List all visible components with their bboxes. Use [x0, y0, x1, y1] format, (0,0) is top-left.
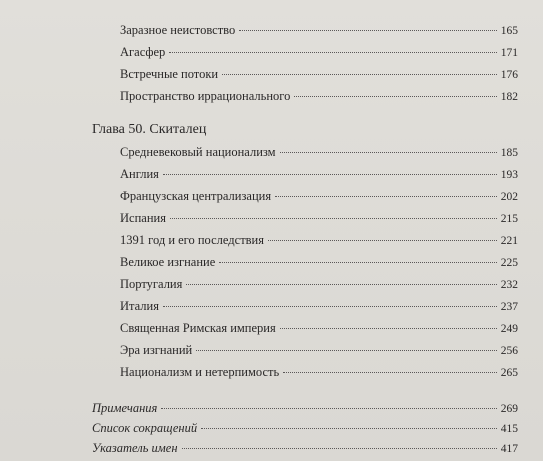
- leader-dots: [222, 74, 497, 75]
- leader-dots: [163, 174, 497, 175]
- toc-entry[interactable]: [120, 144, 518, 161]
- toc-entry-title: Великое изгнание: [120, 255, 216, 269]
- leader-dots: [294, 96, 496, 97]
- leader-dots: [283, 372, 497, 373]
- toc-entry[interactable]: [120, 320, 518, 337]
- toc-entry[interactable]: [120, 210, 518, 227]
- toc-entry-title: Агасфер: [120, 45, 166, 59]
- toc-entry-title: Пространство иррационального: [120, 89, 291, 103]
- toc-entry[interactable]: [120, 342, 518, 359]
- toc-entry-title: Испания: [120, 211, 166, 225]
- leader-dots: [219, 262, 497, 263]
- leader-dots: [280, 152, 497, 153]
- toc-entry-title: Список сокращений: [92, 421, 198, 435]
- leader-dots: [169, 52, 496, 53]
- toc-entry-title: Встречные потоки: [120, 67, 219, 81]
- toc-entry-title: 1391 год и его последствия: [120, 233, 265, 247]
- toc-entry[interactable]: [92, 420, 518, 437]
- toc-entry-title: Примечания: [92, 401, 158, 415]
- toc-entry[interactable]: [120, 298, 518, 315]
- toc-entry-title: Италия: [120, 299, 159, 313]
- toc-entry-page: 417: [500, 443, 518, 455]
- leader-dots: [196, 350, 497, 351]
- toc-entry-page: 256: [500, 345, 518, 357]
- toc-entry-page: 225: [500, 257, 518, 269]
- leader-dots: [275, 196, 497, 197]
- toc-entry[interactable]: [120, 88, 518, 105]
- toc-entry[interactable]: [120, 166, 518, 183]
- toc-entry[interactable]: [120, 254, 518, 271]
- toc-entry-page: 215: [500, 213, 518, 225]
- toc-entry-page: 269: [500, 403, 518, 415]
- toc-entry[interactable]: [120, 188, 518, 205]
- toc-entry-title: Средневековый национализм: [120, 145, 276, 159]
- toc-entry-page: 202: [500, 191, 518, 203]
- toc-entry[interactable]: [120, 44, 518, 61]
- leader-dots: [201, 428, 497, 429]
- leader-dots: [170, 218, 497, 219]
- chapter-heading[interactable]: Глава 50. Скиталец: [92, 122, 207, 137]
- toc-entry[interactable]: [92, 440, 518, 457]
- toc-entry-page: 171: [500, 47, 518, 59]
- toc-entry-page: 176: [500, 69, 518, 81]
- toc-entry-page: 193: [500, 169, 518, 181]
- leader-dots: [239, 30, 497, 31]
- toc-entry-page: 165: [500, 25, 518, 37]
- toc-entry[interactable]: [120, 276, 518, 293]
- toc-entry-title: Французская централизация: [120, 189, 272, 203]
- toc-entry-page: 265: [500, 367, 518, 379]
- toc-entry[interactable]: [92, 400, 518, 417]
- toc-entry-title: Португалия: [120, 277, 183, 291]
- toc-entry-title: Священная Римская империя: [120, 321, 276, 335]
- toc-entry[interactable]: [120, 66, 518, 83]
- toc-entry-page: 232: [500, 279, 518, 291]
- leader-dots: [280, 328, 497, 329]
- leader-dots: [186, 284, 496, 285]
- toc-entry-title: Национализм и нетерпимость: [120, 365, 280, 379]
- toc-entry-title: Заразное неистовство: [120, 23, 236, 37]
- toc-entry-title: Указатель имен: [92, 441, 178, 455]
- toc-entry[interactable]: [120, 232, 518, 249]
- leader-dots: [163, 306, 497, 307]
- toc-entry-title: Эра изгнаний: [120, 343, 193, 357]
- toc-entry-page: 237: [500, 301, 518, 313]
- leader-dots: [268, 240, 497, 241]
- leader-dots: [182, 448, 497, 449]
- toc-entry[interactable]: [120, 22, 518, 39]
- toc-entry-page: 182: [500, 91, 518, 103]
- leader-dots: [161, 408, 496, 409]
- toc-entry-title: Англия: [120, 167, 159, 181]
- toc-entry-page: 415: [500, 423, 518, 435]
- toc-entry-page: 185: [500, 147, 518, 159]
- toc-entry-page: 249: [500, 323, 518, 335]
- toc-entry-page: 221: [500, 235, 518, 247]
- toc-entry[interactable]: [120, 364, 518, 381]
- show-through-text: [50, 48, 59, 78]
